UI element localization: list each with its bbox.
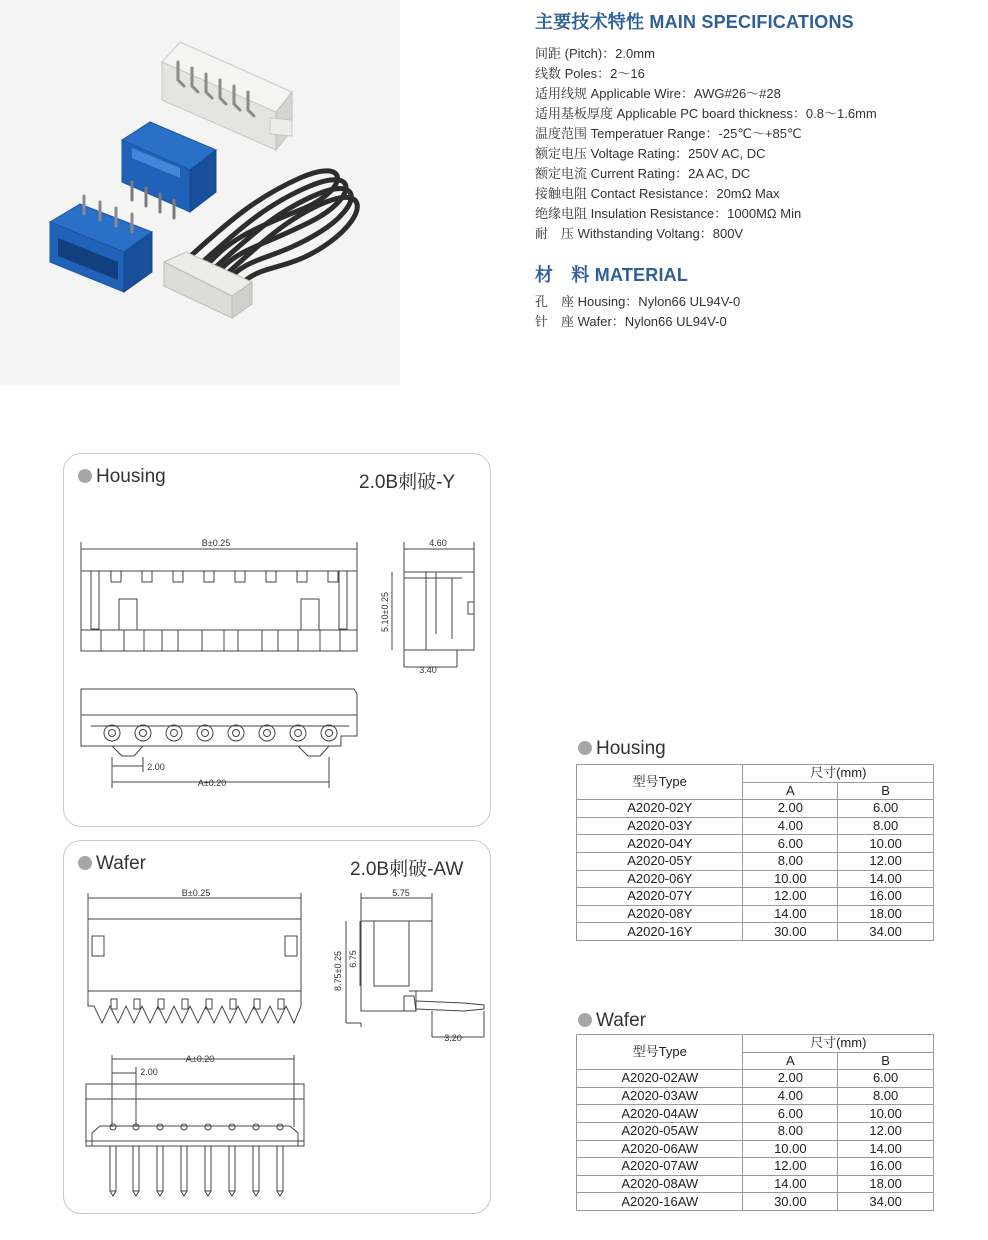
cell-a: 10.00 — [743, 1140, 838, 1158]
table-header-row — [577, 1035, 934, 1053]
col-a-header: A — [743, 782, 838, 800]
cell-a: 4.00 — [743, 817, 838, 835]
material-wafer: 针 座 Wafer：Nylon66 UL94V-0 — [535, 314, 727, 329]
type-header: 型号Type — [577, 1035, 743, 1070]
specs-list — [535, 44, 877, 244]
cell-b: 18.00 — [838, 1175, 934, 1193]
cell-type: A2020-07Y — [577, 888, 743, 906]
wafer-drawing-title-text: Wafer — [96, 853, 146, 874]
size-header: 尺寸(mm) — [743, 765, 934, 783]
spec-poles: 线数 Poles：2～16 — [535, 66, 645, 81]
table-row — [577, 888, 934, 906]
cell-type: A2020-16Y — [577, 923, 743, 941]
table-row — [577, 1087, 934, 1105]
cell-b: 18.00 — [838, 905, 934, 923]
cell-b: 34.00 — [838, 923, 934, 941]
cell-a: 12.00 — [743, 888, 838, 906]
dim-pitch-label: 2.00 — [140, 1067, 158, 1077]
spec-pcb-thickness: 适用基板厚度 Applicable PC board thickness：0.8～1.6mm — [535, 106, 877, 121]
cell-b: 10.00 — [838, 1105, 934, 1123]
table-row — [577, 800, 934, 818]
blue-header-connector-top — [122, 122, 216, 218]
dim-depth-label: 3.40 — [419, 665, 437, 675]
spec-current: 额定电流 Current Rating：2A AC, DC — [535, 166, 751, 181]
col-a-header: A — [743, 1052, 838, 1070]
blue-header-connector-bottom — [50, 196, 152, 292]
table-row — [577, 870, 934, 888]
white-wafer-connector — [162, 42, 292, 150]
cell-type: A2020-06Y — [577, 870, 743, 888]
bullet-dot-icon — [578, 1013, 592, 1027]
cell-type: A2020-03AW — [577, 1087, 743, 1105]
cell-a: 2.00 — [743, 800, 838, 818]
material-title: 材 料 MATERIAL — [535, 265, 689, 285]
table-row — [577, 1193, 934, 1211]
col-b-header: B — [838, 1052, 934, 1070]
housing-drawing-code: 2.0B刺破-Y — [359, 472, 456, 493]
wafer-dimension-table — [576, 1034, 934, 1211]
table-row — [577, 817, 934, 835]
cell-type: A2020-04Y — [577, 835, 743, 853]
dim-pin-label: 3.20 — [444, 1033, 462, 1043]
table-row — [577, 852, 934, 870]
housing-technical-drawing — [64, 454, 490, 826]
wafer-drawing-code: 2.0B刺破-AW — [350, 859, 464, 880]
wafer-drawing-panel — [63, 840, 491, 1214]
dim-a-label: A±0.20 — [197, 778, 227, 788]
cell-b: 8.00 — [838, 1087, 934, 1105]
spec-temperature: 温度范围 Temperatuer Range：-25℃～+85℃ — [535, 126, 802, 141]
spec-contact-resistance: 接触电阻 Contact Resistance：20mΩ Max — [535, 186, 780, 201]
table-row — [577, 1158, 934, 1176]
product-photo-illustration — [0, 0, 400, 385]
size-header: 尺寸(mm) — [743, 1035, 934, 1053]
cell-a: 10.00 — [743, 870, 838, 888]
wafer-table-title-text: Wafer — [596, 1010, 646, 1031]
cell-a: 30.00 — [743, 1193, 838, 1211]
cell-b: 16.00 — [838, 888, 934, 906]
cell-b: 6.00 — [838, 800, 934, 818]
cell-b: 10.00 — [838, 835, 934, 853]
cell-type: A2020-08Y — [577, 905, 743, 923]
dim-b-label: B±0.25 — [201, 538, 231, 548]
cell-a: 6.00 — [743, 1105, 838, 1123]
dim-a-label: A±0.20 — [185, 1054, 215, 1064]
cell-a: 30.00 — [743, 923, 838, 941]
cell-a: 8.00 — [743, 1122, 838, 1140]
cell-type: A2020-07AW — [577, 1158, 743, 1176]
cell-b: 34.00 — [838, 1193, 934, 1211]
dim-height-label: 8.75±0.25 — [333, 951, 343, 991]
cell-type: A2020-04AW — [577, 1105, 743, 1123]
cell-type: A2020-06AW — [577, 1140, 743, 1158]
cell-a: 8.00 — [743, 852, 838, 870]
table-row — [577, 1105, 934, 1123]
cell-type: A2020-03Y — [577, 817, 743, 835]
dim-height-label: 5.10±0.25 — [380, 592, 390, 632]
material-housing: 孔 座 Housing：Nylon66 UL94V-0 — [535, 294, 741, 309]
dim-width-label: 5.75 — [392, 888, 410, 898]
material-list — [535, 292, 740, 332]
table-row — [577, 835, 934, 853]
cell-b: 8.00 — [838, 817, 934, 835]
product-photo — [0, 0, 400, 385]
wafer-technical-drawing — [64, 841, 490, 1213]
housing-drawing-panel — [63, 453, 491, 827]
cell-b: 12.00 — [838, 1122, 934, 1140]
cell-a: 6.00 — [743, 835, 838, 853]
spec-pitch: 间距 (Pitch)：2.0mm — [535, 46, 655, 61]
cell-b: 6.00 — [838, 1070, 934, 1088]
table-row — [577, 923, 934, 941]
table-row — [577, 1175, 934, 1193]
cell-type: A2020-05Y — [577, 852, 743, 870]
cell-a: 12.00 — [743, 1158, 838, 1176]
cell-b: 16.00 — [838, 1158, 934, 1176]
spec-withstanding-voltage: 耐 压 Withstanding Voltang：800V — [535, 226, 744, 241]
table-row — [577, 1122, 934, 1140]
cell-type: A2020-02Y — [577, 800, 743, 818]
cell-b: 14.00 — [838, 870, 934, 888]
housing-dimension-table — [576, 764, 934, 941]
table-header-row — [577, 765, 934, 783]
cell-a: 4.00 — [743, 1087, 838, 1105]
cell-a: 14.00 — [743, 905, 838, 923]
housing-drawing-title-text: Housing — [96, 466, 166, 487]
wafer-table-title — [578, 1010, 646, 1032]
cell-type: A2020-08AW — [577, 1175, 743, 1193]
housing-table-title — [578, 738, 666, 760]
dim-inner-label: 6.75 — [348, 950, 358, 968]
dim-b-label: B±0.25 — [181, 888, 211, 898]
cell-type: A2020-05AW — [577, 1122, 743, 1140]
bullet-dot-icon — [578, 741, 592, 755]
col-b-header: B — [838, 782, 934, 800]
cell-a: 2.00 — [743, 1070, 838, 1088]
cell-type: A2020-02AW — [577, 1070, 743, 1088]
type-header: 型号Type — [577, 765, 743, 800]
housing-table-title-text: Housing — [596, 738, 666, 759]
cell-a: 14.00 — [743, 1175, 838, 1193]
table-row — [577, 1070, 934, 1088]
spec-insulation-resistance: 绝缘电阻 Insulation Resistance：1000MΩ Min — [535, 206, 802, 221]
spec-wire: 适用线规 Applicable Wire：AWG#26～#28 — [535, 86, 781, 101]
cell-b: 14.00 — [838, 1140, 934, 1158]
dim-width-label: 4.60 — [429, 538, 447, 548]
dim-pitch-label: 2.00 — [147, 762, 165, 772]
cell-b: 12.00 — [838, 852, 934, 870]
cell-type: A2020-16AW — [577, 1193, 743, 1211]
table-row — [577, 1140, 934, 1158]
table-row — [577, 905, 934, 923]
spec-voltage: 额定电压 Voltage Rating：250V AC, DC — [535, 146, 766, 161]
specs-title: 主要技术特性 MAIN SPECIFICATIONS — [535, 12, 854, 32]
